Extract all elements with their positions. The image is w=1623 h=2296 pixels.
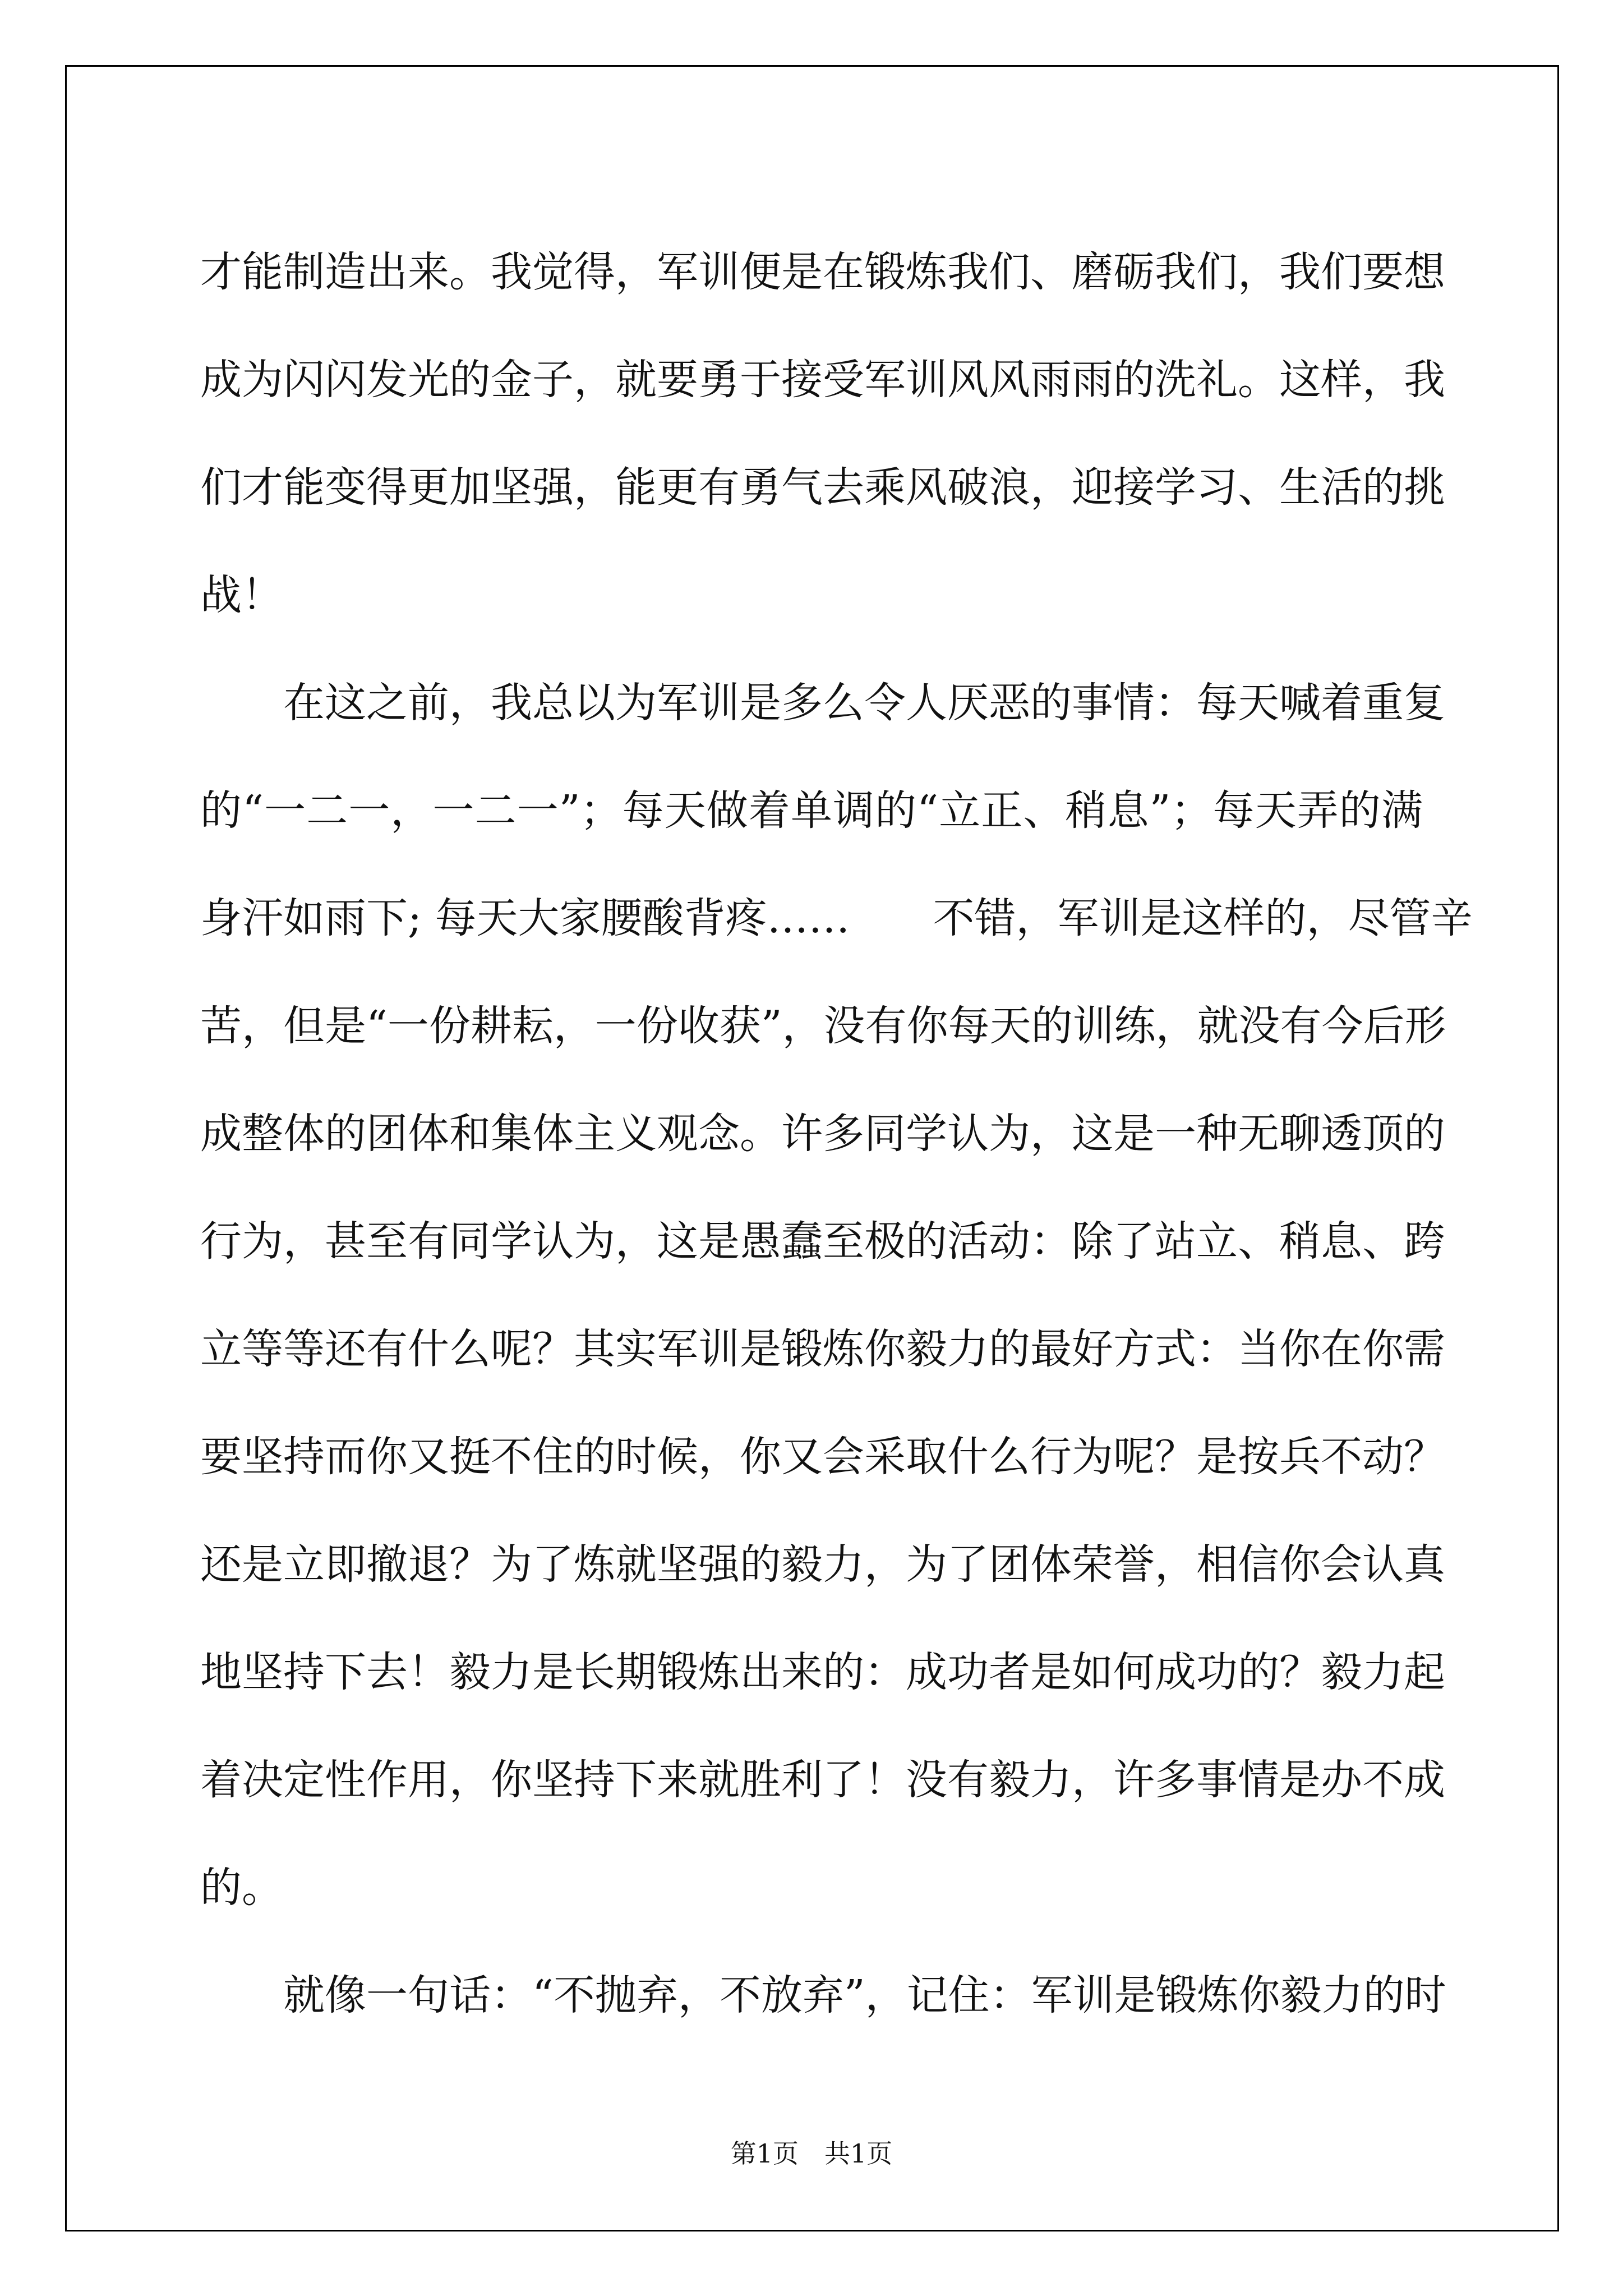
text-line: 地坚持下去！毅力是长期锻炼出来的：成功者是如何成功的？毅力起 (200, 1648, 1445, 1696)
text-line: 要坚持而你又挺不住的时候，你又会采取什么行为呢？是按兵不动？ (200, 1433, 1445, 1481)
document-body (200, 218, 1473, 2049)
text-line: 们才能变得更加坚强，能更有勇气去乘风破浪，迎接学习、生活的挑 (200, 463, 1445, 512)
page-footer: 第1页 共1页 (730, 2138, 893, 2169)
text-line: 立等等还有什么呢？其实军训是锻炼你毅力的最好方式：当你在你需 (200, 1325, 1445, 1373)
text-line: 的。 (200, 1864, 283, 1912)
text-line: 才能制造出来。我觉得，军训便是在锻炼我们、磨砺我们，我们要想 (200, 248, 1445, 296)
text-line: 战！ (200, 571, 283, 619)
text-line: 行为，甚至有同学认为，这是愚蠢至极的活动：除了站立、稍息、跨 (200, 1217, 1445, 1266)
text-line: 成整体的团体和集体主义观念。许多同学认为，这是一种无聊透顶的 (200, 1110, 1445, 1158)
text-line: 着决定性作用，你坚持下来就胜利了！没有毅力，许多事情是办不成 (200, 1756, 1445, 1804)
text-line: 身汗如雨下; 每天大家腰酸背疼…… 不错，军训是这样的，尽管辛 (200, 894, 1473, 942)
text-line: 的“一二一，一二一”；每天做着单调的“立正、稍息”；每天弄的满 (200, 786, 1423, 835)
text-line: 还是立即撤退？为了炼就坚强的毅力，为了团体荣誉，相信你会认真 (200, 1540, 1445, 1589)
text-line: 在这之前，我总以为军训是多么令人厌恶的事情：每天喊着重复 (283, 679, 1445, 727)
text-line: 成为闪闪发光的金子，就要勇于接受军训风风雨雨的洗礼。这样，我 (200, 356, 1445, 404)
text-line: 就像一句话：“不抛弃，不放弃”，记住：军训是锻炼你毅力的时 (283, 1971, 1446, 2019)
text-line: 苦，但是“一份耕耘，一份收获”，没有你每天的训练，就没有今后形 (200, 1002, 1446, 1050)
